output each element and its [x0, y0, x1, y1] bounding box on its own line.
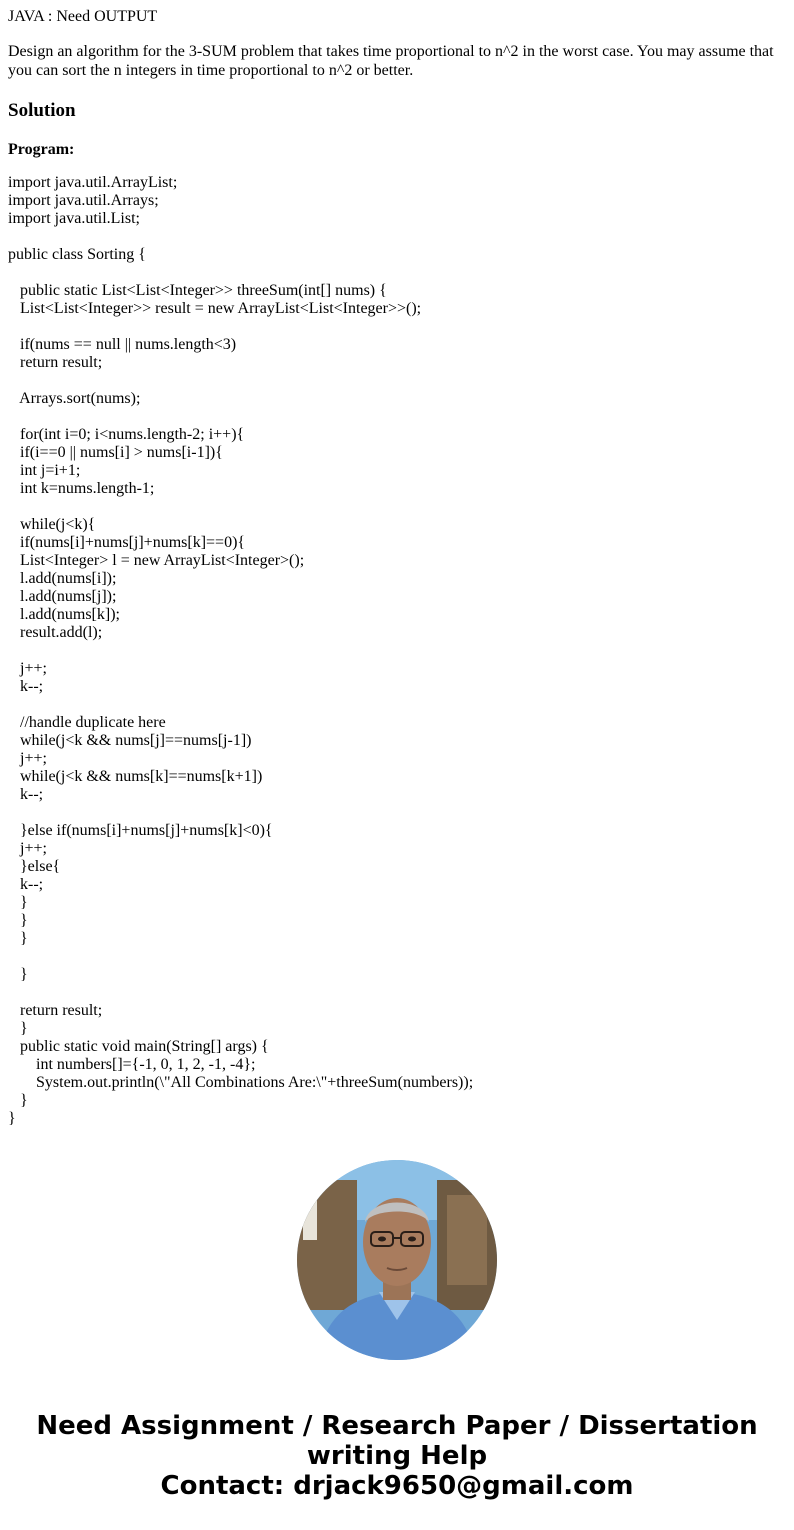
- code-line: result.add(l);: [8, 624, 103, 641]
- code-line: [8, 498, 786, 516]
- code-line: [8, 804, 786, 822]
- code-line: for(int i=0; i<nums.length-2; i++){: [8, 426, 245, 443]
- code-line: System.out.println(\"All Combinations Are:\"+threeSum(numbers));: [8, 1074, 474, 1091]
- promo-line-2: writing Help: [306, 1441, 488, 1471]
- code-line: public class Sorting {: [8, 246, 146, 263]
- code-line: int numbers[]={-1, 0, 1, 2, -1, -4};: [8, 1056, 256, 1073]
- code-line: }: [8, 894, 28, 911]
- code-line: j++;: [8, 840, 47, 857]
- author-photo-illustration: [297, 1160, 497, 1360]
- code-line: public static void main(String[] args) {: [8, 1038, 269, 1055]
- code-line: List<Integer> l = new ArrayList<Integer>();: [8, 552, 305, 569]
- code-line: }else{: [8, 858, 61, 875]
- code-line: //handle duplicate here: [8, 714, 166, 731]
- code-line: l.add(nums[k]);: [8, 606, 120, 623]
- code-line: [8, 696, 786, 714]
- code-line: while(j<k && nums[j]==nums[j-1]): [8, 732, 252, 749]
- code-line: if(nums == null || nums.length<3): [8, 336, 237, 353]
- code-line: [8, 372, 786, 390]
- code-line: [8, 228, 786, 246]
- program-label: Program:: [8, 141, 75, 158]
- question-title: JAVA : Need OUTPUT: [8, 8, 158, 25]
- question-description: Design an algorithm for the 3-SUM problem that takes time proportional to n^2 in the worst case. You may assume that you can sort the n integers in time proportional to n^2 or better.: [8, 43, 774, 79]
- code-line: j++;: [8, 750, 47, 767]
- code-line: l.add(nums[j]);: [8, 588, 117, 605]
- code-line: Arrays.sort(nums);: [8, 390, 141, 407]
- code-line: [8, 984, 786, 1002]
- code-line: }: [8, 1092, 28, 1109]
- code-line: }: [8, 912, 28, 929]
- code-line: [8, 318, 786, 336]
- code-line: l.add(nums[i]);: [8, 570, 117, 587]
- author-avatar: [297, 1160, 497, 1360]
- code-line: return result;: [8, 1002, 103, 1019]
- code-line: while(j<k){: [8, 516, 96, 533]
- code-line: }: [8, 966, 28, 983]
- promo-line-1: Need Assignment / Research Paper / Dissertation: [36, 1411, 758, 1441]
- code-line: int j=i+1;: [8, 462, 81, 479]
- code-line: int k=nums.length-1;: [8, 480, 155, 497]
- promo-line-3: Contact: drjack9650@gmail.com: [160, 1471, 634, 1501]
- code-block: [8, 174, 786, 1128]
- code-line: }: [8, 1110, 16, 1127]
- code-line: while(j<k && nums[k]==nums[k+1]): [8, 768, 263, 785]
- code-line: }: [8, 930, 28, 947]
- code-line: [8, 264, 786, 282]
- code-line: [8, 948, 786, 966]
- promo-banner: [0, 1411, 794, 1501]
- code-line: public static List<List<Integer>> threeSum(int[] nums) {: [8, 282, 387, 299]
- code-line: if(i==0 || nums[i] > nums[i-1]){: [8, 444, 223, 461]
- code-line: k--;: [8, 678, 44, 695]
- solution-heading: Solution: [8, 100, 76, 121]
- code-line: }else if(nums[i]+nums[j]+nums[k]<0){: [8, 822, 273, 839]
- code-line: k--;: [8, 786, 44, 803]
- code-line: List<List<Integer>> result = new ArrayList<List<Integer>>();: [8, 300, 422, 317]
- code-line: }: [8, 1020, 28, 1037]
- code-line: import java.util.List;: [8, 210, 140, 227]
- code-line: return result;: [8, 354, 103, 371]
- code-line: [8, 642, 786, 660]
- code-line: j++;: [8, 660, 47, 677]
- code-line: import java.util.Arrays;: [8, 192, 159, 209]
- code-line: if(nums[i]+nums[j]+nums[k]==0){: [8, 534, 246, 551]
- code-line: k--;: [8, 876, 44, 893]
- document-body: [0, 7, 794, 1128]
- code-line: import java.util.ArrayList;: [8, 174, 178, 191]
- code-line: [8, 408, 786, 426]
